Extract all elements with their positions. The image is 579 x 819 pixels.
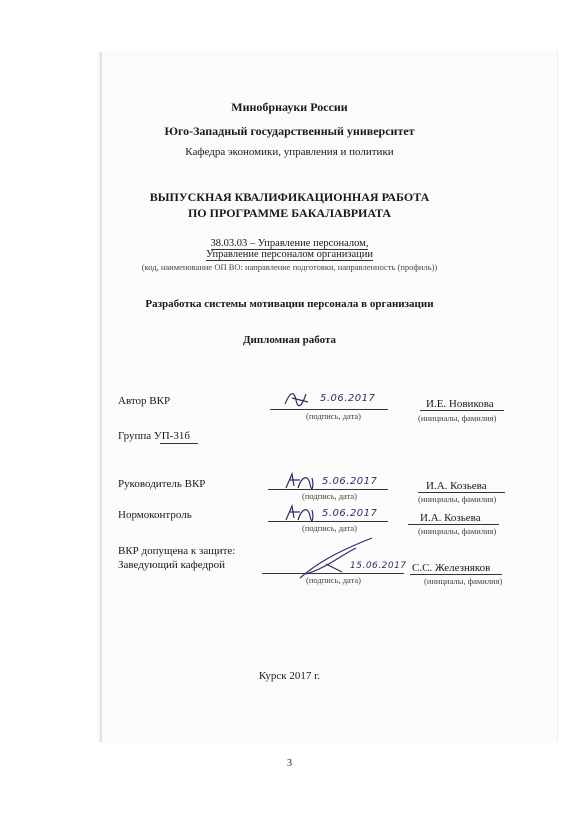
- work-type: Дипломная работа: [242, 334, 337, 346]
- normcontrol-date: 5.06.2017: [322, 508, 378, 519]
- normcontrol-sign-caption: (подпись, дата): [302, 523, 358, 533]
- group-label: Группа УП-31б: [118, 430, 190, 442]
- admission-label: ВКР допущена к защите:: [118, 545, 236, 557]
- document-title-line1: ВЫПУСКНАЯ КВАЛИФИКАЦИОННАЯ РАБОТА: [149, 190, 430, 204]
- supervisor-signature: [282, 470, 316, 492]
- supervisor-name: И.А. Козьева: [418, 480, 505, 493]
- normcontrol-name-caption: (инициалы, фамилия): [418, 526, 497, 536]
- department-heading: Кафедра экономики, управления и политики: [185, 146, 394, 158]
- normcontrol-label: Нормоконтроль: [118, 509, 192, 521]
- admission-date: 15.06.2017: [350, 561, 407, 571]
- author-name: И.Е. Новикова: [420, 398, 504, 411]
- author-sign-caption: (подпись, дата): [306, 411, 362, 421]
- head-name: С.С. Железняков: [410, 562, 502, 575]
- page-number: 3: [287, 758, 292, 769]
- supervisor-name-caption: (инициалы, фамилия): [418, 494, 497, 504]
- normcontrol-name: И.А. Козьева: [408, 512, 499, 525]
- supervisor-date: 5.06.2017: [322, 476, 378, 487]
- supervisor-label: Руководитель ВКР: [118, 478, 206, 490]
- program-profile: Управление персоналом организации: [205, 249, 374, 260]
- document-title-line2: ПО ПРОГРАММЕ БАКАЛАВРИАТА: [187, 206, 392, 220]
- head-name-caption: (инициалы, фамилия): [424, 576, 503, 586]
- author-name-caption: (инициалы, фамилия): [418, 413, 497, 423]
- city-year: Курск 2017 г.: [258, 670, 321, 682]
- author-signature: [282, 388, 312, 410]
- head-of-department-label: Заведующий кафедрой: [118, 559, 225, 571]
- ministry-heading: Минобрнауки России: [231, 100, 348, 114]
- author-label: Автор ВКР: [118, 395, 171, 407]
- admission-sign-caption: (подпись, дата): [306, 575, 362, 585]
- program-code: 38.03.03 – Управление персоналом,: [210, 238, 369, 249]
- university-heading: Юго-Западный государственный университет: [164, 124, 415, 138]
- author-date: 5.06.2017: [320, 393, 376, 404]
- group-underline: [160, 443, 198, 444]
- normcontrol-signature: [282, 502, 316, 524]
- thesis-topic: Разработка системы мотивации персонала в организации: [145, 298, 434, 310]
- supervisor-sign-caption: (подпись, дата): [302, 491, 358, 501]
- program-caption: (код, наименование ОП ВО: направление подготовки, направленность (профиль)): [141, 262, 438, 272]
